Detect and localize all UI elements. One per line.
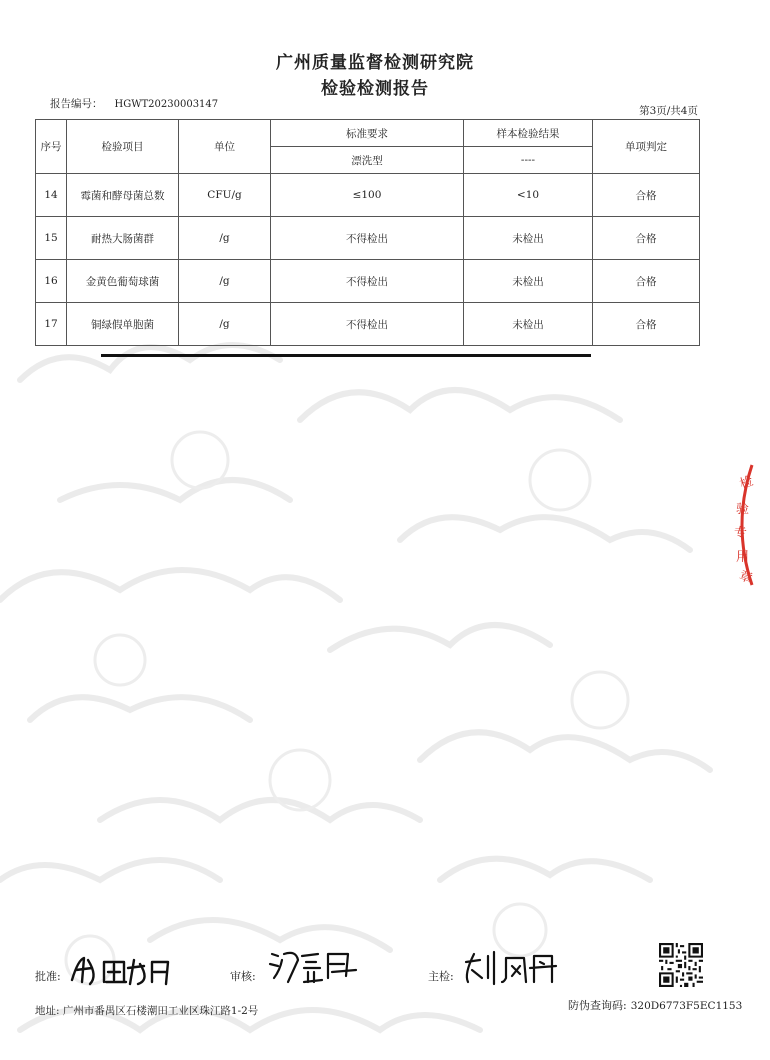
report-type-title: 检验检测报告 <box>321 79 429 99</box>
inspector-label: 主检: <box>428 970 454 983</box>
svg-text:专: 专 <box>734 526 748 541</box>
address-value: 广州市番禺区石楼潮田工业区珠江路1-2号 <box>62 1005 259 1017</box>
row-judgement: 合格 <box>593 217 700 260</box>
row-seq: 15 <box>36 217 67 260</box>
row-judgement: 合格 <box>593 174 700 217</box>
svg-text:章: 章 <box>736 568 755 587</box>
reviewer-signature <box>268 946 358 986</box>
verify-code: 320D6773F5EC1153 <box>630 1000 743 1012</box>
header-standard-sub: 漂洗型 <box>271 147 464 174</box>
header-result-sub: ---- <box>464 147 593 174</box>
row-standard: 不得检出 <box>271 303 464 346</box>
row-result: 未检出 <box>464 260 593 303</box>
header-item: 检验项目 <box>67 120 179 174</box>
report-number-label: 报告编号： <box>50 98 103 110</box>
table-row <box>36 303 700 346</box>
table-row <box>36 260 700 303</box>
address <box>35 1003 258 1018</box>
table-row <box>36 217 700 260</box>
page-indicator: 第3页/共4页 <box>639 105 698 117</box>
reviewer-label: 审核: <box>230 970 256 983</box>
row-unit: CFU/g <box>179 174 271 217</box>
row-item: 耐热大肠菌群 <box>67 217 179 260</box>
header-result: 样本检验结果 <box>464 120 593 147</box>
qr-code-icon[interactable] <box>659 943 703 987</box>
row-standard: 不得检出 <box>271 217 464 260</box>
report-number-value: HGWT20230003147 <box>114 99 219 110</box>
table-row <box>36 174 700 217</box>
row-unit: /g <box>179 260 271 303</box>
row-judgement: 合格 <box>593 303 700 346</box>
row-result: 未检出 <box>464 217 593 260</box>
verify-label: 防伪查询码: <box>568 999 627 1012</box>
address-label: 地址: <box>35 1005 60 1017</box>
report-number <box>50 96 218 111</box>
institute-title: 广州质量监督检测研究院 <box>276 53 474 73</box>
results-table <box>35 119 700 346</box>
row-seq: 16 <box>36 260 67 303</box>
row-unit: /g <box>179 303 271 346</box>
row-seq: 17 <box>36 303 67 346</box>
header-unit: 单位 <box>179 120 271 174</box>
header-seq: 序号 <box>36 120 67 174</box>
row-seq: 14 <box>36 174 67 217</box>
header-standard: 标准要求 <box>271 120 464 147</box>
row-item: 霉菌和酵母菌总数 <box>67 174 179 217</box>
row-result: <10 <box>464 174 593 217</box>
approver-label: 批准: <box>35 970 61 983</box>
svg-text:验: 验 <box>736 502 750 517</box>
end-of-table-line <box>101 354 591 357</box>
row-standard: 不得检出 <box>271 260 464 303</box>
svg-text:检: 检 <box>737 474 756 493</box>
anti-counterfeit-code <box>568 997 742 1013</box>
row-unit: /g <box>179 217 271 260</box>
row-standard: ≤100 <box>271 174 464 217</box>
inspector-signature <box>460 948 560 988</box>
row-item: 铜绿假单胞菌 <box>67 303 179 346</box>
row-item: 金黄色葡萄球菌 <box>67 260 179 303</box>
header-judgement: 单项判定 <box>593 120 700 174</box>
row-judgement: 合格 <box>593 260 700 303</box>
row-result: 未检出 <box>464 303 593 346</box>
approver-signature <box>68 950 178 988</box>
official-seal <box>730 465 770 585</box>
svg-text:用: 用 <box>736 550 750 565</box>
